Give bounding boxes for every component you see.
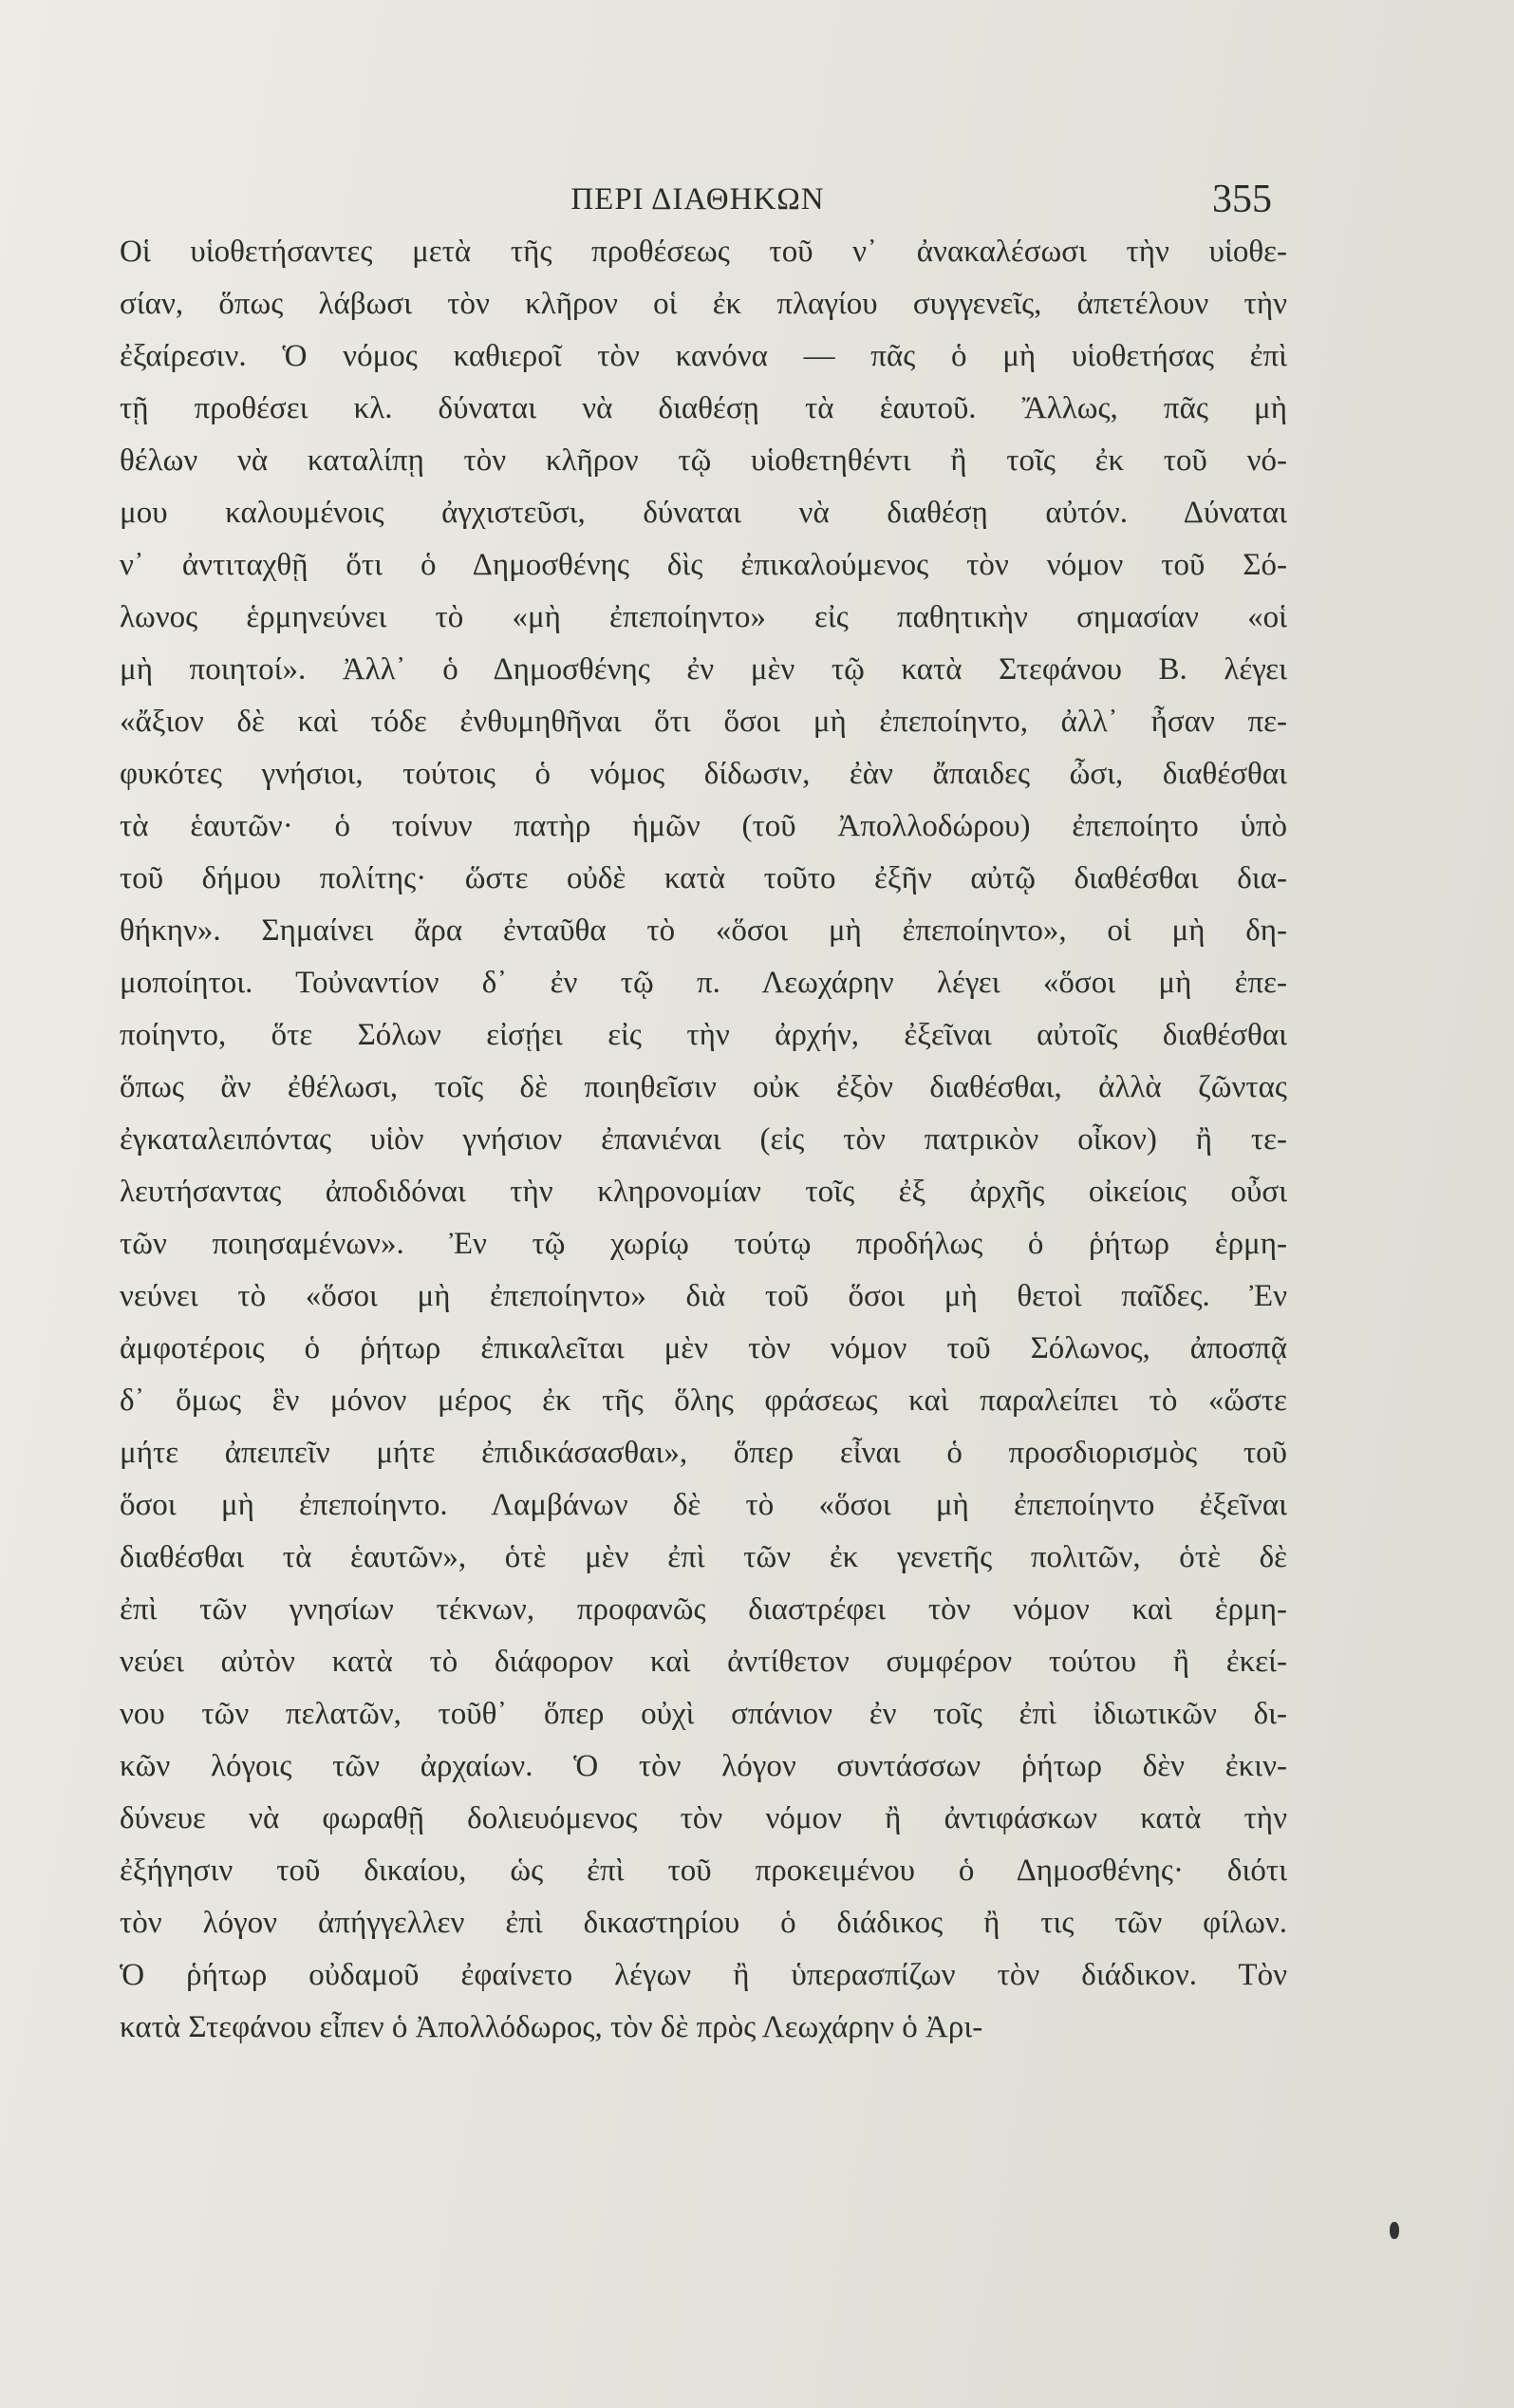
text-line: μοποίητοι. Τοὐναντίον δ᾽ ἐν τῷ π. Λεωχάρην λέγει «ὅσοι μὴ ἐπε- [120,966,1287,1000]
text-line: κατὰ Στεφάνου εἶπεν ὁ Ἀπολλόδωρος, τὸν δὲ πρὸς Λεωχάρην ὁ Ἀρι- [120,2010,983,2044]
text-line: διαθέσθαι τὰ ἑαυτῶν», ὁτὲ μὲν ἐπὶ τῶν ἐκ γενετῆς πολιτῶν, ὁτὲ δὲ [120,1540,1287,1574]
text-line: μήτε ἀπειπεῖν μήτε ἐπιδικάσασθαι», ὅπερ εἶναι ὁ προσδιορισμὸς τοῦ [120,1436,1287,1470]
text-line: ἐξήγησιν τοῦ δικαίου, ὡς ἐπὶ τοῦ προκειμένου ὁ Δημοσθένης· διότι [120,1853,1287,1888]
text-line: ἐγκαταλειπόντας υἱὸν γνήσιον ἐπανιέναι (εἰς τὸν πατρικὸν οἶκον) ἢ τε- [120,1122,1287,1157]
text-line: μου καλουμένοις ἀγχιστεῦσι, δύναται νὰ διαθέσῃ αὐτόν. Δύναται [120,496,1287,530]
text-line: δ᾽ ὅμως ἓν μόνον μέρος ἐκ τῆς ὅλης φράσεως καὶ παραλείπει τὸ «ὥστε [120,1383,1287,1418]
text-line: ὅπως ἂν ἐθέλωσι, τοῖς δὲ ποιηθεῖσιν οὐκ ἐξὸν διαθέσθαι, ἀλλὰ ζῶντας [120,1070,1287,1104]
text-line: κῶν λόγοις τῶν ἀρχαίων. Ὁ τὸν λόγον συντάσσων ῥήτωρ δὲν ἐκιν- [120,1749,1287,1783]
text-line: νου τῶν πελατῶν, τοῦθ᾽ ὅπερ οὐχὶ σπάνιον ἐν τοῖς ἐπὶ ἰδιωτικῶν δι- [120,1697,1287,1731]
text-line: Ὁ ῥήτωρ οὐδαμοῦ ἐφαίνετο λέγων ἢ ὑπερασπίζων τὸν διάδικον. Τὸν [120,1958,1287,1992]
text-line: Οἱ υἱοθετήσαντες μετὰ τῆς προθέσεως τοῦ ν᾽ ἀνακαλέσωσι τὴν υἱοθε- [120,235,1287,269]
text-line: τὰ ἑαυτῶν· ὁ τοίνυν πατὴρ ἡμῶν (τοῦ Ἀπολλοδώρου) ἐπεποίητο ὑπὸ [120,809,1287,843]
text-line: τοῦ δήμου πολίτης· ὥστε οὐδὲ κατὰ τοῦτο ἐξῆν αὐτῷ διαθέσθαι δια- [120,861,1287,895]
text-line: μὴ ποιητοί». Ἀλλ᾽ ὁ Δημοσθένης ἐν μὲν τῷ κατὰ Στεφάνου Β. λέγει [120,652,1287,687]
text-line: ποίηντο, ὅτε Σόλων εἰσῄει εἰς τὴν ἀρχήν, ἐξεῖναι αὐτοῖς διαθέσθαι [120,1018,1287,1052]
page-number: 355 [1212,178,1272,221]
running-title: ΠΕΡΙ ΔΙΑΘΗΚΩΝ [570,182,825,216]
text-line: ἐπὶ τῶν γνησίων τέκνων, προφανῶς διαστρέφει τὸν νόμον καὶ ἑρμη- [120,1592,1287,1627]
text-line: νεύει αὐτὸν κατὰ τὸ διάφορον καὶ ἀντίθετον συμφέρον τούτου ἢ ἐκεί- [120,1645,1287,1679]
text-line: σίαν, ὅπως λάβωσι τὸν κλῆρον οἱ ἐκ πλαγίου συγγενεῖς, ἀπετέλουν τὴν [120,287,1287,321]
page-header [123,177,1272,234]
text-line: θέλων νὰ καταλίπῃ τὸν κλῆρον τῷ υἱοθετηθέντι ἢ τοῖς ἐκ τοῦ νό- [120,443,1287,478]
ink-speck [1390,2222,1399,2239]
text-line: ν᾽ ἀντιταχθῇ ὅτι ὁ Δημοσθένης δὶς ἐπικαλούμενος τὸν νόμον τοῦ Σό- [120,548,1287,582]
text-line: ἐξαίρεσιν. Ὁ νόμος καθιεροῖ τὸν κανόνα — πᾶς ὁ μὴ υἱοθετήσας ἐπὶ [120,339,1287,373]
text-line: ὅσοι μὴ ἐπεποίηντο. Λαμβάνων δὲ τὸ «ὅσοι μὴ ἐπεποίηντο ἐξεῖναι [120,1488,1287,1522]
text-line: ἀμφοτέροις ὁ ῥήτωρ ἐπικαλεῖται μὲν τὸν νόμον τοῦ Σόλωνος, ἀποσπᾷ [120,1331,1287,1365]
text-line: δύνευε νὰ φωραθῇ δολιευόμενος τὸν νόμον ἢ ἀντιφάσκων κατὰ τὴν [120,1801,1287,1835]
text-line: τῇ προθέσει κλ. δύναται νὰ διαθέσῃ τὰ ἑαυτοῦ. Ἄλλως, πᾶς μὴ [120,391,1287,425]
text-line: θήκην». Σημαίνει ἄρα ἐνταῦθα τὸ «ὅσοι μὴ ἐπεποίηντο», οἱ μὴ δη- [120,913,1287,948]
text-line: νεύνει τὸ «ὅσοι μὴ ἐπεποίηντο» διὰ τοῦ ὅσοι μὴ θετοὶ παῖδες. Ἐν [120,1279,1287,1313]
text-line: λωνος ἑρμηνεύνει τὸ «μὴ ἐπεποίηντο» εἰς παθητικὴν σημασίαν «οἱ [120,600,1287,634]
text-line: «ἄξιον δὲ καὶ τόδε ἐνθυμηθῆναι ὅτι ὅσοι μὴ ἐπεποίηντο, ἀλλ᾽ ἦσαν πε- [120,705,1287,739]
text-line: φυκότες γνήσιοι, τούτοις ὁ νόμος δίδωσιν, ἐὰν ἄπαιδες ὦσι, διαθέσθαι [120,757,1287,791]
text-line: τῶν ποιησαμένων». Ἐν τῷ χωρίῳ τούτῳ προδήλως ὁ ῥήτωρ ἑρμη- [120,1227,1287,1261]
text-line: λευτήσαντας ἀποδιδόναι τὴν κληρονομίαν τοῖς ἐξ ἀρχῆς οἰκείοις οὖσι [120,1175,1287,1209]
body-text [120,226,1287,2054]
text-line: τὸν λόγον ἀπήγγελλεν ἐπὶ δικαστηρίου ὁ διάδικος ἢ τις τῶν φίλων. [120,1906,1287,1940]
